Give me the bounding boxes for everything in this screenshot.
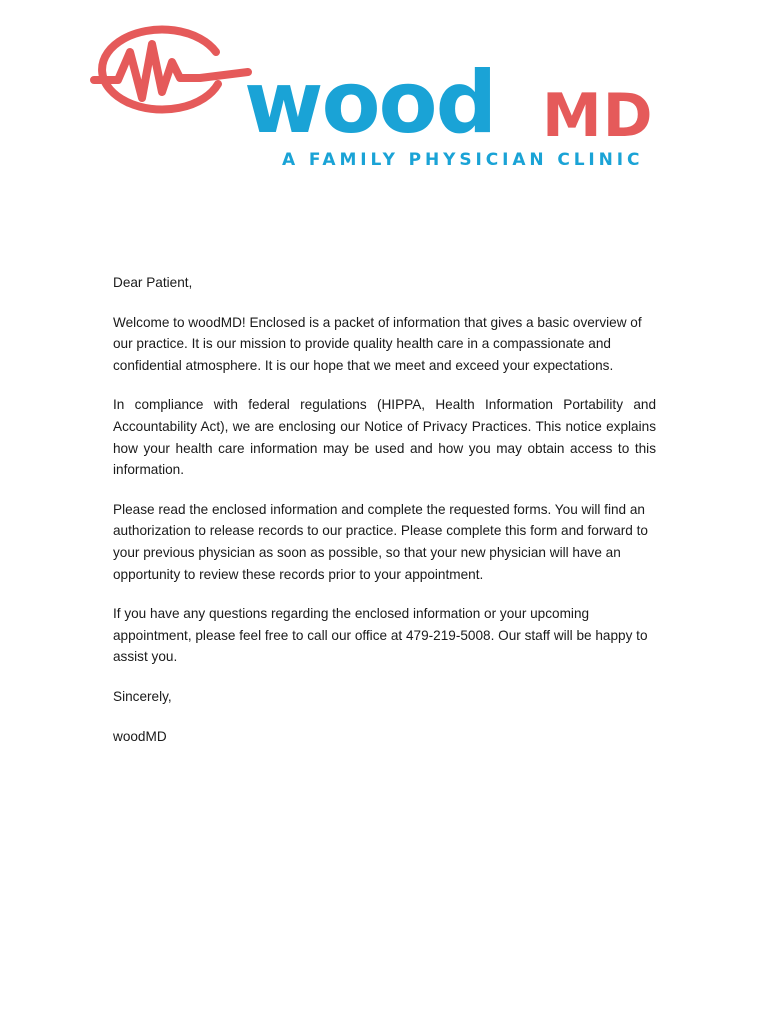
letter-salutation: Dear Patient, xyxy=(113,275,193,290)
letter-paragraph-forms: Please read the enclosed information and complete the requested forms. You will find an authorization to release records to our practice. Please complete this form and forward to your previous physician as soon as possible, so that your new physician will have an opportunity to review these records prior to your appointment. xyxy=(113,501,648,582)
letter-closing: Sincerely, xyxy=(113,688,172,704)
letter-paragraph-privacy: In compliance with federal regulations (HIPPA, Health Information Portability and Accountability Act), we are enclosing our Notice of Privacy Practices. This notice explains how your health care information may be used and how you may obtain access to this information. xyxy=(113,397,656,478)
logo-wordmark-wood: wood xyxy=(244,53,496,153)
clinic-logo xyxy=(88,22,688,177)
heartbeat-pulse-icon xyxy=(88,22,258,114)
logo-tagline: A FAMILY PHYSICIAN CLINIC xyxy=(282,150,644,170)
letter-paragraph-contact: If you have any questions regarding the enclosed information or your upcoming appointment, please feel free to call our office at 479-219-5008. Our staff will be happy to assist you. xyxy=(113,606,648,665)
letter-signature: woodMD xyxy=(113,728,167,744)
logo-wordmark-md: MD xyxy=(542,81,654,151)
letter-paragraph-welcome: Welcome to woodMD! Enclosed is a packet of information that gives a basic overview of our practice. It is our mission to provide quality health care in a compassionate and confidential atmosphere. It is our hope that we meet and exceed your expectations. xyxy=(113,314,642,373)
welcome-letter xyxy=(113,272,656,765)
